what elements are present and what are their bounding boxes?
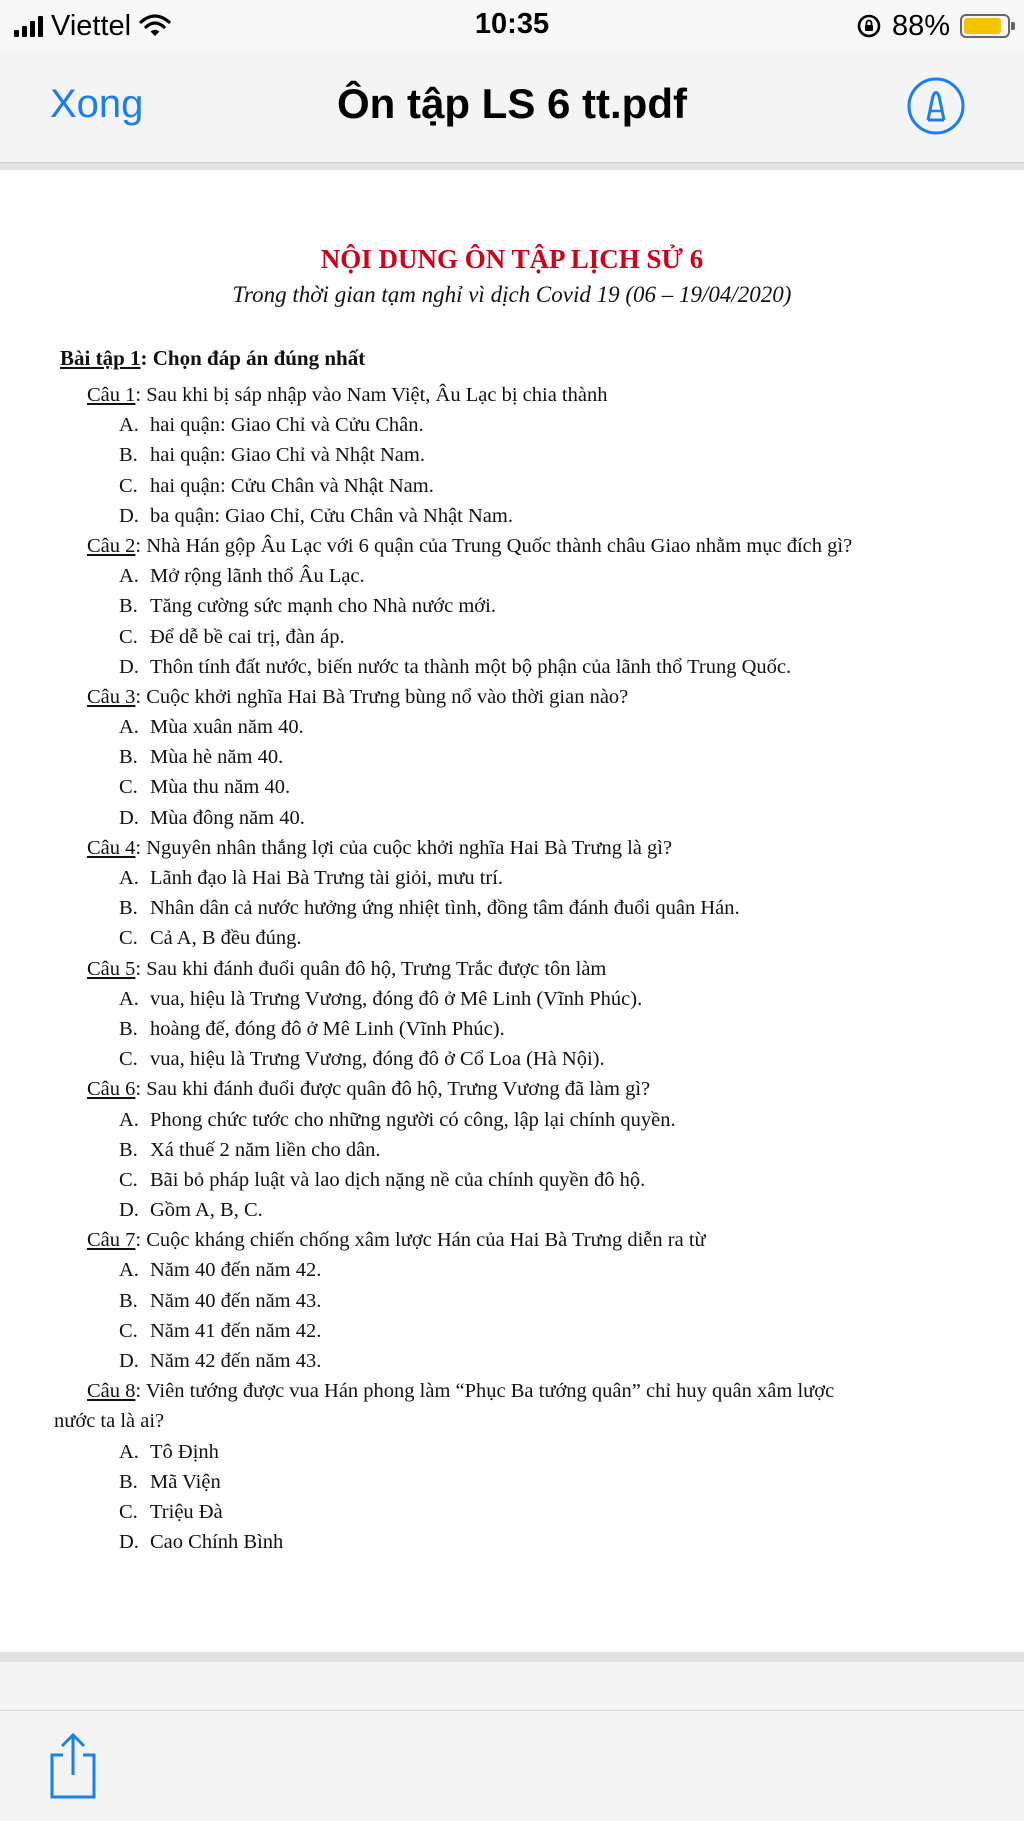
markup-pen-icon[interactable] <box>906 76 966 136</box>
option-letter: A. <box>119 414 139 437</box>
question-list <box>0 380 1024 1557</box>
question-text: : Cuộc kháng chiến chống xâm lược Hán của Hai Bà Trưng diễn ra từ <box>135 1229 706 1252</box>
option-text: Mã Viện <box>150 1470 221 1493</box>
answer-option <box>0 1135 1024 1165</box>
option-text: Mùa đông năm 40. <box>150 806 305 829</box>
answer-option <box>0 622 1024 652</box>
option-text: Gồm A, B, C. <box>150 1199 263 1222</box>
option-letter: B. <box>119 746 138 769</box>
option-letter: B. <box>119 1138 138 1161</box>
answer-option <box>0 772 1024 802</box>
answer-option <box>0 1346 1024 1376</box>
option-text: Triệu Đà <box>150 1500 223 1523</box>
option-letter: D. <box>119 1199 139 1222</box>
answer-option <box>0 591 1024 621</box>
answer-option <box>0 1044 1024 1074</box>
answer-option <box>0 1255 1024 1285</box>
option-letter: A. <box>119 987 139 1010</box>
question-3 <box>0 682 1024 712</box>
option-text: vua, hiệu là Trưng Vương, đóng đô ở Cổ Loa (Hà Nội). <box>150 1048 605 1071</box>
option-letter: B. <box>119 897 138 920</box>
answer-option <box>0 803 1024 833</box>
bottom-toolbar <box>0 1710 1024 1821</box>
option-letter: B. <box>119 595 138 618</box>
option-letter: A. <box>119 565 139 588</box>
question-text: : Sau khi đánh đuổi quân đô hộ, Trưng Trắc được tôn làm <box>135 957 607 980</box>
answer-option <box>0 863 1024 893</box>
status-right <box>856 8 1010 44</box>
option-text: Bãi bỏ pháp luật và lao dịch nặng nề của chính quyền đô hộ. <box>150 1168 646 1191</box>
page-bottom-gap <box>0 1652 1024 1662</box>
document-title: Ôn tập LS 6 tt.pdf <box>337 80 687 127</box>
answer-option <box>0 561 1024 591</box>
option-text: Để dễ bề cai trị, đàn áp. <box>150 625 345 648</box>
option-letter: C. <box>119 776 138 799</box>
status-time: 10:35 <box>474 8 550 40</box>
option-letter: A. <box>119 716 139 739</box>
option-letter: B. <box>119 1470 138 1493</box>
option-letter: D. <box>119 504 139 527</box>
navigation-bar <box>0 52 1024 163</box>
answer-option <box>0 1105 1024 1135</box>
question-1 <box>0 380 1024 410</box>
question-text-continued: nước ta là ai? <box>54 1410 165 1433</box>
option-text: Lãnh đạo là Hai Bà Trưng tài giỏi, mưu trí. <box>150 867 504 889</box>
carrier-name: Viettel <box>51 9 132 42</box>
doc-heading: NỘI DUNG ÔN TẬP LỊCH SỬ 6 <box>320 244 704 274</box>
question-4 <box>0 833 1024 863</box>
exercise-label: Bài tập 1 <box>60 346 141 370</box>
question-label: Câu 3 <box>87 685 136 708</box>
answer-option <box>0 1497 1024 1527</box>
option-letter: D. <box>119 655 139 678</box>
question-7 <box>0 1225 1024 1255</box>
option-text: Xá thuế 2 năm liền cho dân. <box>150 1138 381 1161</box>
answer-option <box>0 742 1024 772</box>
question-label: Câu 1 <box>87 384 136 406</box>
question-2 <box>0 531 1024 561</box>
question-label: Câu 7 <box>87 1229 136 1252</box>
answer-option <box>0 471 1024 501</box>
option-text: Năm 42 đến năm 43. <box>150 1350 322 1372</box>
answer-option <box>0 1527 1024 1557</box>
question-text: : Nhà Hán gộp Âu Lạc với 6 quận của Trung Quốc thành châu Giao nhằm mục đích gì? <box>135 534 853 557</box>
question-8 <box>0 1376 1024 1406</box>
option-text: hoàng đế, đóng đô ở Mê Linh (Vĩnh Phúc). <box>150 1017 505 1040</box>
answer-option <box>0 1286 1024 1316</box>
question-text: : Sau khi bị sáp nhập vào Nam Việt, Âu Lạc bị chia thành <box>135 384 608 406</box>
option-letter: A. <box>119 1440 139 1463</box>
question-text: : Viên tướng được vua Hán phong làm “Phục Ba tướng quân” chỉ huy quân xâm lược <box>135 1380 835 1403</box>
option-letter: C. <box>119 625 138 648</box>
question-label: Câu 5 <box>87 957 136 980</box>
option-text: Thôn tính đất nước, biến nước ta thành một bộ phận của lãnh thổ Trung Quốc. <box>150 655 792 678</box>
option-text: Nhân dân cả nước hưởng ứng nhiệt tình, đồng tâm đánh đuổi quân Hán. <box>150 897 740 920</box>
answer-option <box>0 1195 1024 1225</box>
option-text: ba quận: Giao Chỉ, Cửu Chân và Nhật Nam. <box>150 504 513 527</box>
option-text: hai quận: Giao Chỉ và Nhật Nam. <box>150 444 425 467</box>
option-text: Năm 40 đến năm 42. <box>150 1259 322 1282</box>
option-text: Mở rộng lãnh thổ Âu Lạc. <box>150 565 365 588</box>
option-letter: C. <box>119 1319 138 1342</box>
answer-option <box>0 1437 1024 1467</box>
answer-option <box>0 923 1024 953</box>
answer-option <box>0 893 1024 923</box>
option-letter: D. <box>119 806 139 829</box>
answer-option <box>0 712 1024 742</box>
question-label: Câu 4 <box>87 836 136 859</box>
exercise-text: : Chọn đáp án đúng nhất <box>140 346 366 370</box>
option-text: hai quận: Cửu Chân và Nhật Nam. <box>150 474 434 497</box>
option-letter: B. <box>119 1289 138 1312</box>
question-text: : Nguyên nhân thắng lợi của cuộc khởi nghĩa Hai Bà Trưng là gì? <box>135 836 673 859</box>
option-letter: A. <box>119 1108 139 1131</box>
option-text: Mùa thu năm 40. <box>150 776 291 799</box>
answer-option <box>0 1316 1024 1346</box>
answer-option <box>0 1014 1024 1044</box>
option-letter: C. <box>119 1048 138 1071</box>
option-letter: C. <box>119 474 138 497</box>
question-label: Câu 2 <box>87 534 136 557</box>
question-text: : Cuộc khởi nghĩa Hai Bà Trưng bùng nổ vào thời gian nào? <box>135 685 629 708</box>
option-text: Cao Chính Bình <box>150 1531 284 1554</box>
answer-option <box>0 410 1024 440</box>
option-letter: C. <box>119 1500 138 1523</box>
option-text: Phong chức tước cho những người có công, lập lại chính quyền. <box>150 1108 676 1131</box>
option-letter: A. <box>119 1259 139 1282</box>
option-text: vua, hiệu là Trưng Vương, đóng đô ở Mê Linh (Vĩnh Phúc). <box>150 987 643 1010</box>
option-letter: D. <box>119 1531 139 1554</box>
page-top-gap <box>0 163 1024 170</box>
question-text: : Sau khi đánh đuổi được quân đô hộ, Trưng Vương đã làm gì? <box>135 1078 651 1101</box>
question-label: Câu 8 <box>87 1380 136 1403</box>
option-text: Mùa xuân năm 40. <box>150 716 304 739</box>
battery-icon <box>960 14 1010 38</box>
answer-option <box>0 1165 1024 1195</box>
battery-fill <box>964 18 1001 34</box>
exercise-heading <box>60 346 365 371</box>
done-button[interactable]: Xong <box>50 82 144 126</box>
question-5 <box>0 954 1024 984</box>
answer-option <box>0 984 1024 1014</box>
option-text: Cả A, B đều đúng. <box>150 927 302 950</box>
option-letter: D. <box>119 1350 139 1372</box>
option-text: Năm 41 đến năm 42. <box>150 1319 322 1342</box>
rotation-lock-icon <box>856 13 882 39</box>
question-label: Câu 6 <box>87 1078 136 1101</box>
answer-option <box>0 440 1024 470</box>
answer-option <box>0 652 1024 682</box>
option-text: Mùa hè năm 40. <box>150 746 284 769</box>
option-text: Năm 40 đến năm 43. <box>150 1289 322 1312</box>
option-letter: B. <box>119 444 138 467</box>
option-text: Tăng cường sức mạnh cho Nhà nước mới. <box>150 595 496 618</box>
option-letter: B. <box>119 1017 138 1040</box>
option-letter: A. <box>119 867 139 889</box>
option-text: Tô Định <box>150 1440 219 1463</box>
doc-subtitle: Trong thời gian tạm nghỉ vì dịch Covid 19 (06 – 19/04/2020) <box>232 282 792 307</box>
answer-option <box>0 501 1024 531</box>
question-6 <box>0 1074 1024 1104</box>
status-bar <box>0 0 1024 52</box>
pdf-page[interactable] <box>0 170 1024 1652</box>
option-text: hai quận: Giao Chỉ và Cửu Chân. <box>150 414 424 437</box>
answer-option <box>0 1467 1024 1497</box>
share-icon[interactable] <box>46 1731 100 1801</box>
battery-percent: 88% <box>891 9 950 42</box>
option-letter: C. <box>119 1168 138 1191</box>
option-letter: C. <box>119 927 138 950</box>
